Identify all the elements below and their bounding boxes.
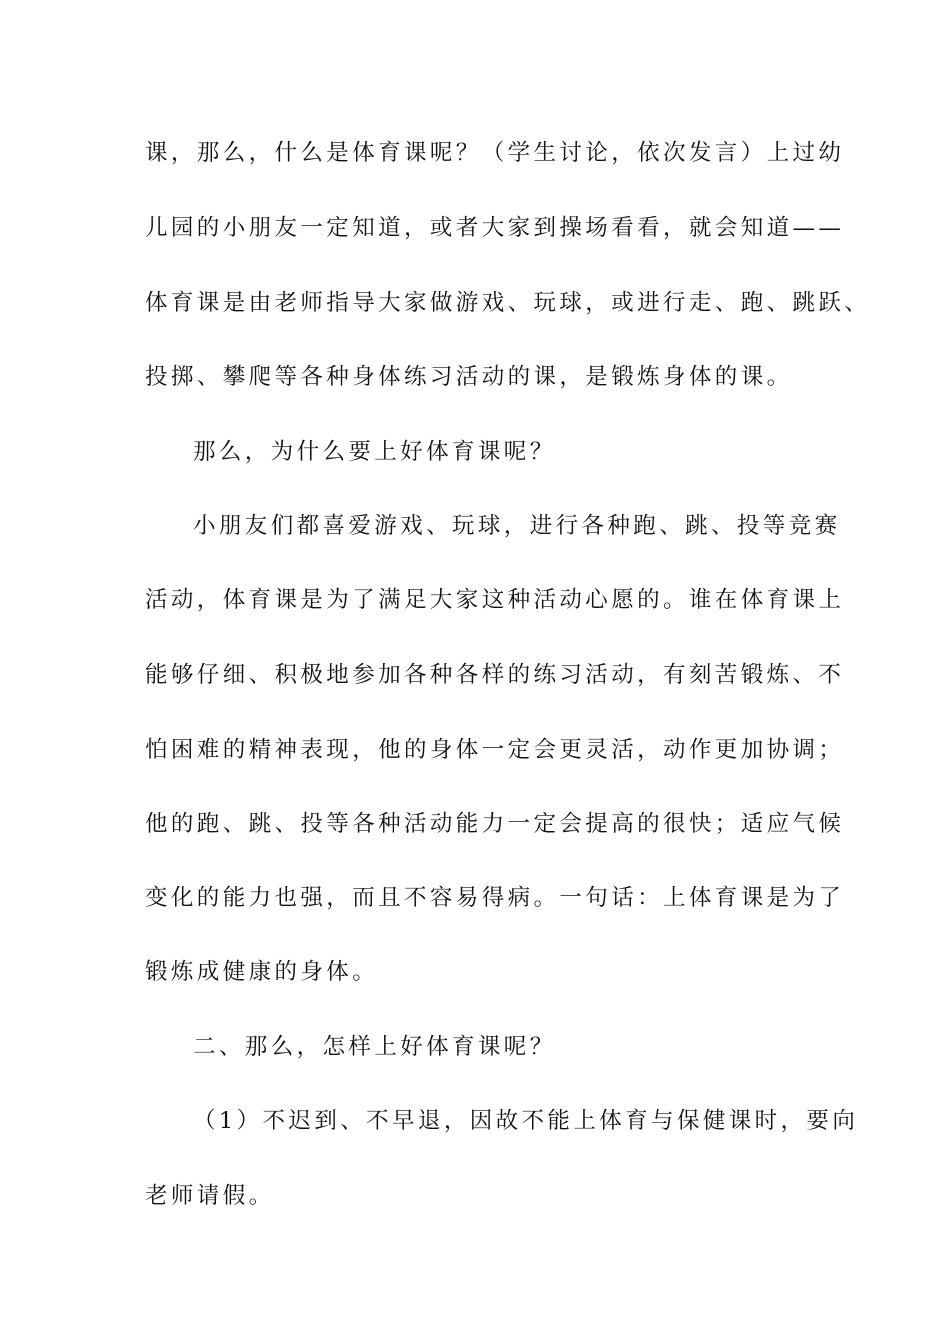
text-line: 体育课是由老师指导大家做游戏、玩球，或进行走、跑、跳跃、 (145, 290, 871, 316)
section-heading: 二、那么，怎样上好体育课呢？ (193, 1034, 556, 1060)
text-line: 投掷、攀爬等各种身体练习活动的课，是锻炼身体的课。 (145, 364, 793, 390)
text-line: 他的跑、跳、投等各种活动能力一定会提高的很快；适应气候 (145, 811, 845, 837)
text-line: 锻炼成健康的身体。 (145, 959, 379, 985)
text-line: 老师请假。 (145, 1183, 275, 1209)
text-line: 儿园的小朋友一定知道，或者大家到操场看看，就会知道—— (145, 215, 845, 241)
text-line: 课，那么，什么是体育课呢？（学生讨论，依次发言）上过幼 (145, 140, 845, 166)
text-line: 能够仔细、积极地参加各种各样的练习活动，有刻苦锻炼、不 (145, 662, 845, 688)
text-line: 怕困难的精神表现，他的身体一定会更灵活，动作更加协调； (145, 737, 845, 763)
text-line: 小朋友们都喜爱游戏、玩球，进行各种跑、跳、投等竞赛 (193, 513, 841, 539)
text-line: 变化的能力也强，而且不容易得病。一句话：上体育课是为了 (145, 885, 845, 911)
list-item: （1）不迟到、不早退，因故不能上体育与保健课时，要向 (193, 1108, 859, 1134)
text-line: 活动，体育课是为了满足大家这种活动心愿的。谁在体育课上 (145, 587, 845, 613)
paragraph-heading: 那么，为什么要上好体育课呢？ (193, 439, 556, 465)
